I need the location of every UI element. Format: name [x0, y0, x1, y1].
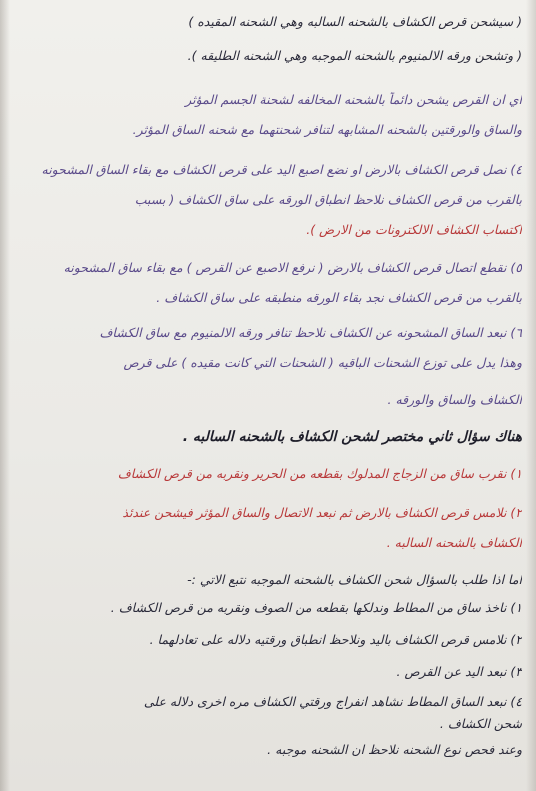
note-line: وعند فحص نوع الشحنه نلاحظ ان الشحنه موجبه .: [267, 742, 522, 757]
note-line: ١) ناخذ ساق من المطاط وندلكها بقطعه من الصوف ونقربه من قرص الكشاف .: [110, 600, 522, 615]
note-line: والساق والورقتين بالشحنه المشابهه لتنافر شحنتهما مع شحنه الساق المؤثر.: [132, 122, 522, 137]
page-right-shadow: [526, 0, 536, 791]
note-line: ٦) نبعد الساق المشحونه عن الكشاف نلاحظ تنافر ورقه الالمنيوم مع ساق الكشاف: [99, 325, 522, 340]
note-line: ٤) نبعد الساق المطاط نشاهد انفراج ورقتي الكشاف مره اخرى دلاله على: [143, 694, 522, 709]
note-line: الكشاف بالشحنه السالبه .: [386, 535, 522, 550]
note-line: اي ان القرص يشحن دائماً بالشحنه المخالفه لشحنة الجسم المؤثر: [185, 92, 522, 107]
note-line: اما اذا طلب بالسؤال شحن الكشاف بالشحنه الموجبه نتبع الاتي :-: [187, 572, 522, 587]
note-line: الكشاف والساق والورقه .: [387, 392, 522, 407]
note-line: وهذا يدل على توزع الشحنات الباقيه ( الشحنات التي كانت مقيده ) على قرص: [123, 355, 522, 370]
note-line: ( سيشحن قرص الكشاف بالشحنه السالبه وهي الشحنه المقيده ): [188, 14, 522, 29]
page-left-shadow: [0, 0, 10, 791]
note-line: ( وتشحن ورقه الالمنيوم بالشحنه الموجبه وهي الشحنه الطليقه ).: [187, 48, 522, 63]
note-line: اكتساب الكشاف الالكترونات من الارض ).: [306, 222, 522, 237]
note-line: بالقرب من قرص الكشاف نجد بقاء الورقه منطبقه على ساق الكشاف .: [156, 290, 522, 305]
note-line: ٢) نلامس قرص الكشاف باليد ونلاحظ انطباق ورقتيه دلاله على تعادلهما .: [149, 632, 522, 647]
note-line: شحن الكشاف .: [439, 716, 522, 731]
note-line: ١) نقرب ساق من الزجاج المدلوك بقطعه من الحرير ونقربه من قرص الكشاف: [117, 466, 522, 481]
note-line: ٢) نلامس قرص الكشاف بالارض ثم نبعد الاتصال والساق المؤثر فيشحن عندئذ: [122, 505, 522, 520]
note-line: ٣) نبعد اليد عن القرص .: [396, 664, 522, 679]
note-line: ٤) نصل قرص الكشاف بالارض او نضع اصبع اليد على قرص الكشاف مع بقاء الساق المشحونه: [41, 162, 522, 177]
section-heading: هناك سؤال ثاني مختصر لشحن الكشاف بالشحنه السالبه .: [182, 430, 522, 445]
note-line: بالقرب من قرص الكشاف نلاحظ انطباق الورقه على ساق الكشاف ( بسبب: [134, 192, 522, 207]
note-line: ٥) نقطع اتصال قرص الكشاف بالارض ( نرفع الاصبع عن القرص ) مع بقاء ساق المشحونه: [63, 260, 522, 275]
